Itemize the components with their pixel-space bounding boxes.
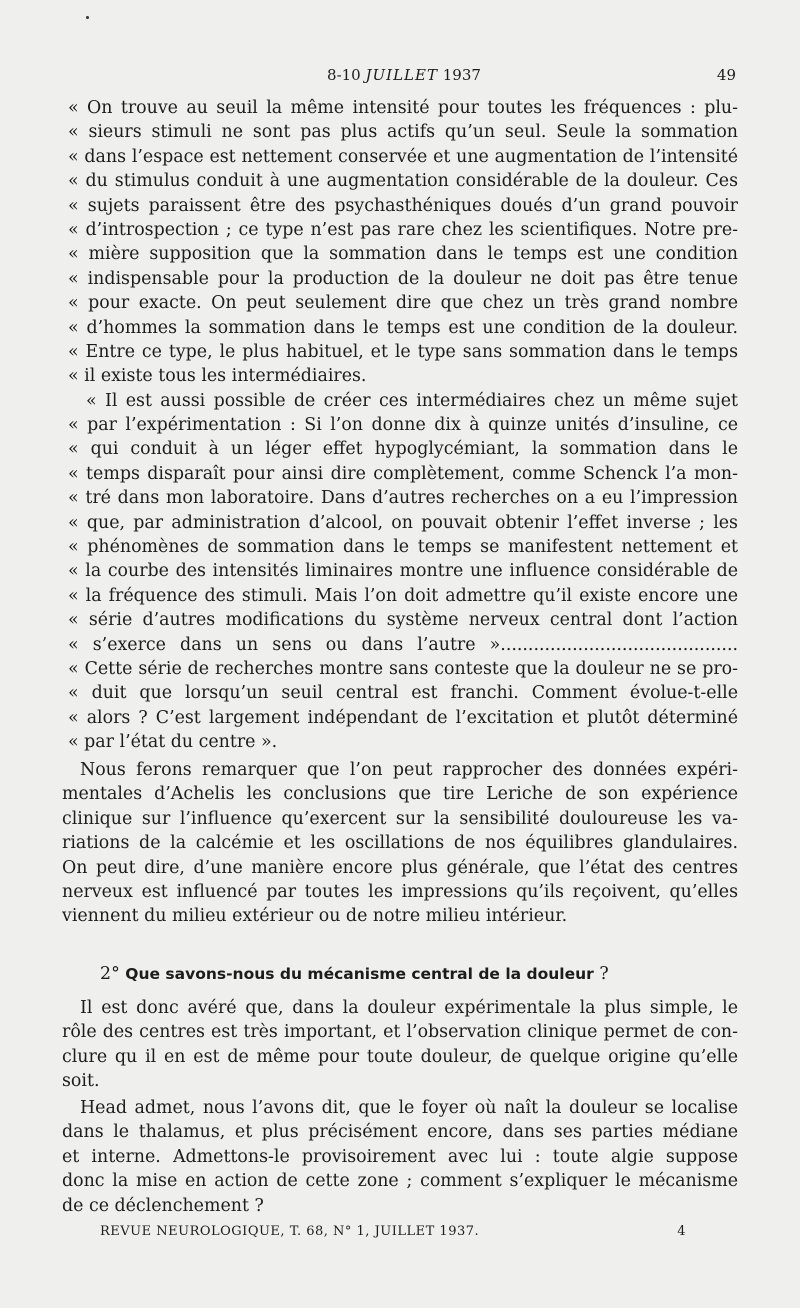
print-speck bbox=[86, 16, 89, 19]
text-line: « phénomènes de sommation dans le temps se manifestent nettement et bbox=[68, 537, 738, 558]
section-number: 2° bbox=[100, 964, 120, 984]
paragraph-remarque bbox=[62, 758, 738, 929]
text-line: « Cette série de recherches montre sans conteste que la douleur ne se pro- bbox=[68, 658, 738, 679]
section-punct: ? bbox=[599, 964, 609, 984]
journal-citation: REVUE NEUROLOGIQUE, T. 68, N° 1, JUILLET 1937. bbox=[100, 1224, 480, 1239]
text-line: et interne. Admettons-le provisoirement avec lui : toute algie suppose bbox=[62, 1146, 738, 1167]
footer bbox=[100, 1224, 686, 1239]
text-line: viennent du milieu extérieur ou de notre milieu intérieur. bbox=[62, 906, 568, 927]
text-line: « il existe tous les intermédiaires. bbox=[68, 366, 367, 387]
running-title-date: 8-10 bbox=[327, 66, 361, 84]
text-line: « indispensable pour la production de la douleur ne doit pas être tenue bbox=[68, 268, 738, 289]
quoted-passage bbox=[68, 96, 738, 755]
text-line: Head admet, nous l’avons dit, que le foyer où naît la douleur se localise bbox=[80, 1098, 738, 1118]
text-line: nerveux est influencé par toutes les impressions qu’ils reçoivent, qu’elles bbox=[62, 881, 738, 902]
section-title: Que savons-nous du mécanisme central de la douleur bbox=[125, 965, 594, 983]
paragraph-head bbox=[62, 1096, 738, 1218]
text-line: « la courbe des intensités liminaires montre une influence considérable de bbox=[68, 561, 738, 582]
text-line: riations de la calcémie et les oscillations de nos équilibres glandulaires. bbox=[62, 833, 738, 854]
running-header bbox=[72, 66, 736, 92]
text-line: « que, par administration d’alcool, on pouvait obtenir l’effet inverse ; les bbox=[68, 512, 738, 533]
text-line: soit. bbox=[62, 1071, 100, 1092]
text-line: « d’hommes la sommation dans le temps est une condition de la douleur. bbox=[68, 317, 738, 338]
text-line: « On trouve au seuil la même intensité pour toutes les fréquences : plu- bbox=[68, 98, 738, 118]
text-line: clure qu il en est de même pour toute douleur, de quelque origine qu’elle bbox=[62, 1046, 738, 1067]
text-line: « alors ? C’est largement indépendant de l’excitation et plutôt déterminé bbox=[68, 707, 738, 728]
text-line: « dans l’espace est nettement conservée et une augmentation de l’intensité bbox=[68, 146, 738, 167]
text-line: rôle des centres est très important, et l’observation clinique permet de con- bbox=[62, 1022, 738, 1043]
text-line: Nous ferons remarquer que l’on peut rapprocher des données expéri- bbox=[80, 760, 738, 780]
text-line: « par l’expérimentation : Si l’on donne dix à quinze unités d’insuline, ce bbox=[68, 415, 738, 436]
text-line: « série d’autres modifications du système nerveux central dont l’action bbox=[68, 610, 738, 631]
text-line: « tré dans mon laboratoire. Dans d’autres recherches on a eu l’impression bbox=[68, 488, 738, 509]
text-line: « sujets paraissent être des psychasthéniques doués d’un grand pouvoir bbox=[68, 195, 738, 216]
text-line: « qui conduit à un léger effet hypoglycémiant, la sommation dans le bbox=[68, 439, 738, 460]
text-line: « pour exacte. On peut seulement dire que chez un très grand nombre bbox=[68, 293, 738, 314]
signature-mark: 4 bbox=[677, 1224, 686, 1239]
text-line: « Entre ce type, le plus habituel, et le type sans sommation dans le temps bbox=[68, 341, 738, 362]
running-title bbox=[72, 66, 736, 84]
text-line: « Il est aussi possible de créer ces intermédiaires chez un même sujet bbox=[86, 390, 738, 411]
text-line: « duit que lorsqu’un seuil central est franchi. Comment évolue-t-elle bbox=[68, 683, 738, 704]
text-line: « par l’état du centre ». bbox=[68, 732, 278, 753]
text-line: « temps disparaît pour ainsi dire complètement, comme Schenck l’a mon- bbox=[68, 463, 738, 484]
running-title-month: JUILLET bbox=[365, 66, 438, 84]
text-line: clinique sur l’influence qu’exercent sur la sensibilité douloureuse les va- bbox=[62, 808, 738, 829]
text-line: « du stimulus conduit à une augmentation considérable de la douleur. Ces bbox=[68, 171, 738, 192]
page-number: 49 bbox=[716, 66, 736, 84]
text-line: Il est donc avéré que, dans la douleur expérimentale la plus simple, le bbox=[80, 998, 738, 1018]
text-line: « la fréquence des stimuli. Mais l’on doit admettre qu’il existe encore une bbox=[68, 585, 738, 606]
text-line: « mière supposition que la sommation dans le temps est une condition bbox=[68, 244, 738, 265]
text-line: mentales d’Achelis les conclusions que tire Leriche de son expérience bbox=[62, 784, 738, 805]
text-line: donc la mise en action de cette zone ; comment s’expliquer le mécanisme bbox=[62, 1171, 738, 1192]
text-line: « d’introspection ; ce type n’est pas rare chez les scientifiques. Notre pre- bbox=[68, 219, 738, 240]
text-line: « sieurs stimuli ne sont pas plus actifs qu’un seul. Seule la sommation bbox=[68, 122, 738, 143]
text-line: de ce déclenchement ? bbox=[62, 1195, 264, 1216]
text-line: « s’exerce dans un sens ou dans l’autre »........................................... bbox=[68, 634, 738, 655]
text-line: dans le thalamus, et plus précisément encore, dans ses parties médiane bbox=[62, 1122, 738, 1143]
text-line: On peut dire, d’une manière encore plus générale, que l’état des centres bbox=[62, 857, 738, 878]
running-title-year: 1937 bbox=[442, 66, 481, 84]
paragraph-avere bbox=[62, 996, 738, 1094]
section-heading bbox=[100, 962, 740, 986]
